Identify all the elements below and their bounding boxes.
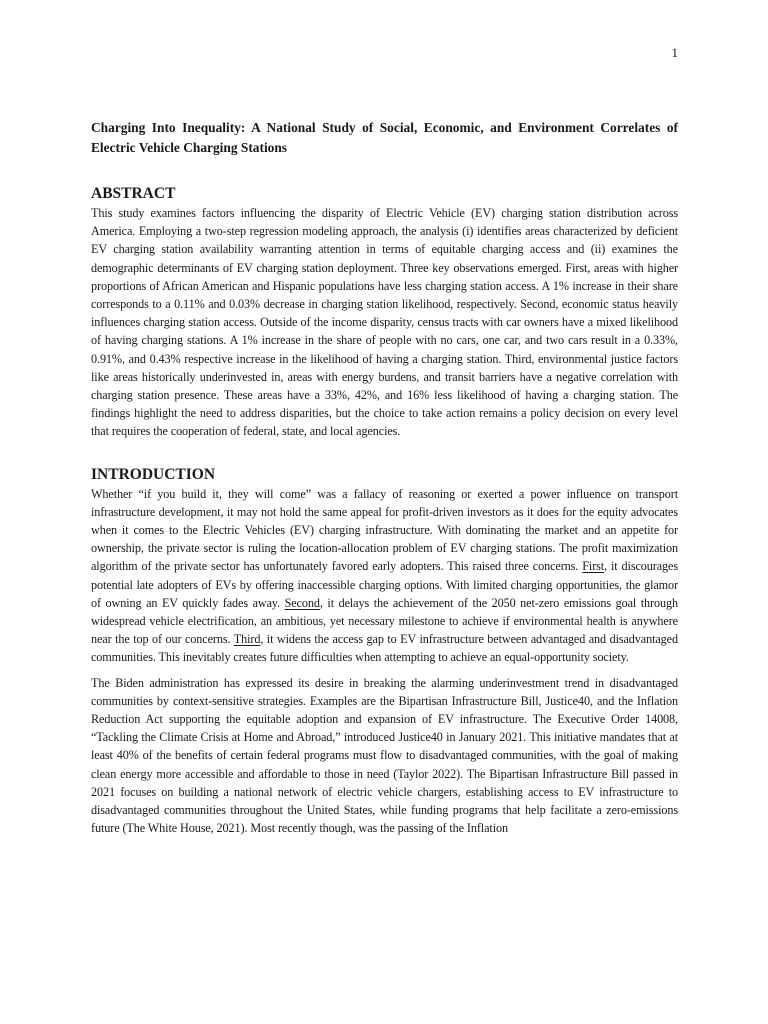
introduction-paragraph-1 — [91, 485, 678, 667]
intro-p1-text-c: , it delays the achievement of the 2050 net-zero emissions goal through widespread vehicle electrification, an ambitious, yet necessary milestone to achieve if environmental health is anywhere near the top of our concerns. — [91, 595, 678, 647]
first-underlined-word: First — [582, 559, 605, 574]
page-number: 1 — [671, 45, 678, 60]
introduction-paragraph-2: The Biden administration has expressed its desire in breaking the alarming underinvestment trend in disadvantaged communities by context-sensitive strategies. Examples are the Bipartisan Infrastructure Bill, Justice40, and the Inflation Reduction Act supporting the equitable adoption and expansion of EV infrastructure. The Executive Order 14008, “Tackling the Climate Crisis at Home and Abroad,” introduced Justice40 in January 2021. This initiative mandates that at least 40% of the benefits of certain federal programs must flow to disadvantaged communities, with the goal of making clean energy more accessible and affordable to those in need (Taylor 2022). The Bipartisan Infrastructure Bill passed in 2021 focuses on building a national network of electric vehicle chargers, establishing access to EV infrastructure to disadvantaged communities throughout the United States, while funding programs that help facilitate a zero-emissions future (The White House, 2021). Most recently though, was the passing of the Inflation — [91, 675, 678, 836]
second-underlined-word: Second — [284, 595, 320, 610]
intro-p1-text-b: , it discourages potential late adopters of EVs by offering inaccessible charging options. With limited charging opportunities, the glamor of owning an EV quickly fades away. — [91, 559, 678, 610]
introduction-heading: INTRODUCTION — [91, 465, 216, 483]
paper-content — [91, 118, 678, 838]
abstract-heading: ABSTRACT — [91, 185, 176, 202]
paper-title: Charging Into Inequality: A National Study of Social, Economic, and Environment Correlates of Electric Vehicle Charging Stations — [91, 120, 678, 155]
intro-p1-text-d: , it widens the access gap to EV infrastructure between advantaged and disadvantaged communities. This inevitably creates future difficulties when attempting to achieve an equal-opportunity society. — [91, 632, 678, 665]
third-underlined-word: Third — [233, 632, 261, 647]
abstract-text: This study examines factors influencing the disparity of Electric Vehicle (EV) charging station distribution across America. Employing a two-step regression modeling approach, the analysis (i) identifies areas characterized by deficient EV charging station availability warranting attention in terms of equitable charging access and (ii) examines the demographic determinants of EV charging station deployment. Three key observations emerged. First, areas with higher proportions of African American and Hispanic populations have less charging station access. A 1% increase in their share corresponds to a 0.11% and 0.03% decrease in charging station likelihood, respectively. Second, economic status heavily influences charging station access. Outside of the income disparity, census tracts with car owners have a mixed likelihood of having charging stations. A 1% increase in the share of people with no cars, one car, and two cars result in a 0.33%, 0.91%, and 0.43% respective increase in the likelihood of having a charging station. Third, environmental justice factors like areas historically underinvested in, areas with energy burdens, and transit barriers have a negative correlation with charging station presence. These areas have a 33%, 42%, and 16% less likelihood of having a charging station. The findings highlight the need to address disparities, but the choice to take action remains a policy decision on every level that requires the cooperation of federal, state, and local agencies. — [91, 206, 678, 439]
intro-p1-text-a: Whether “if you build it, they will come” was a fallacy of reasoning or exerted a power influence on transport infrastructure development, it may not hold the same appeal for profit-driven investors as it does for the equity advocates when it comes to the Electric Vehicles (EV) charging infrastructure. With dominating the market and an appetite for ownership, the private sector is ruling the location-allocation problem of EV charging stations. The profit maximization algorithm of the private sector has unfortunately favored early adopters. This raised three concerns. — [91, 486, 678, 574]
